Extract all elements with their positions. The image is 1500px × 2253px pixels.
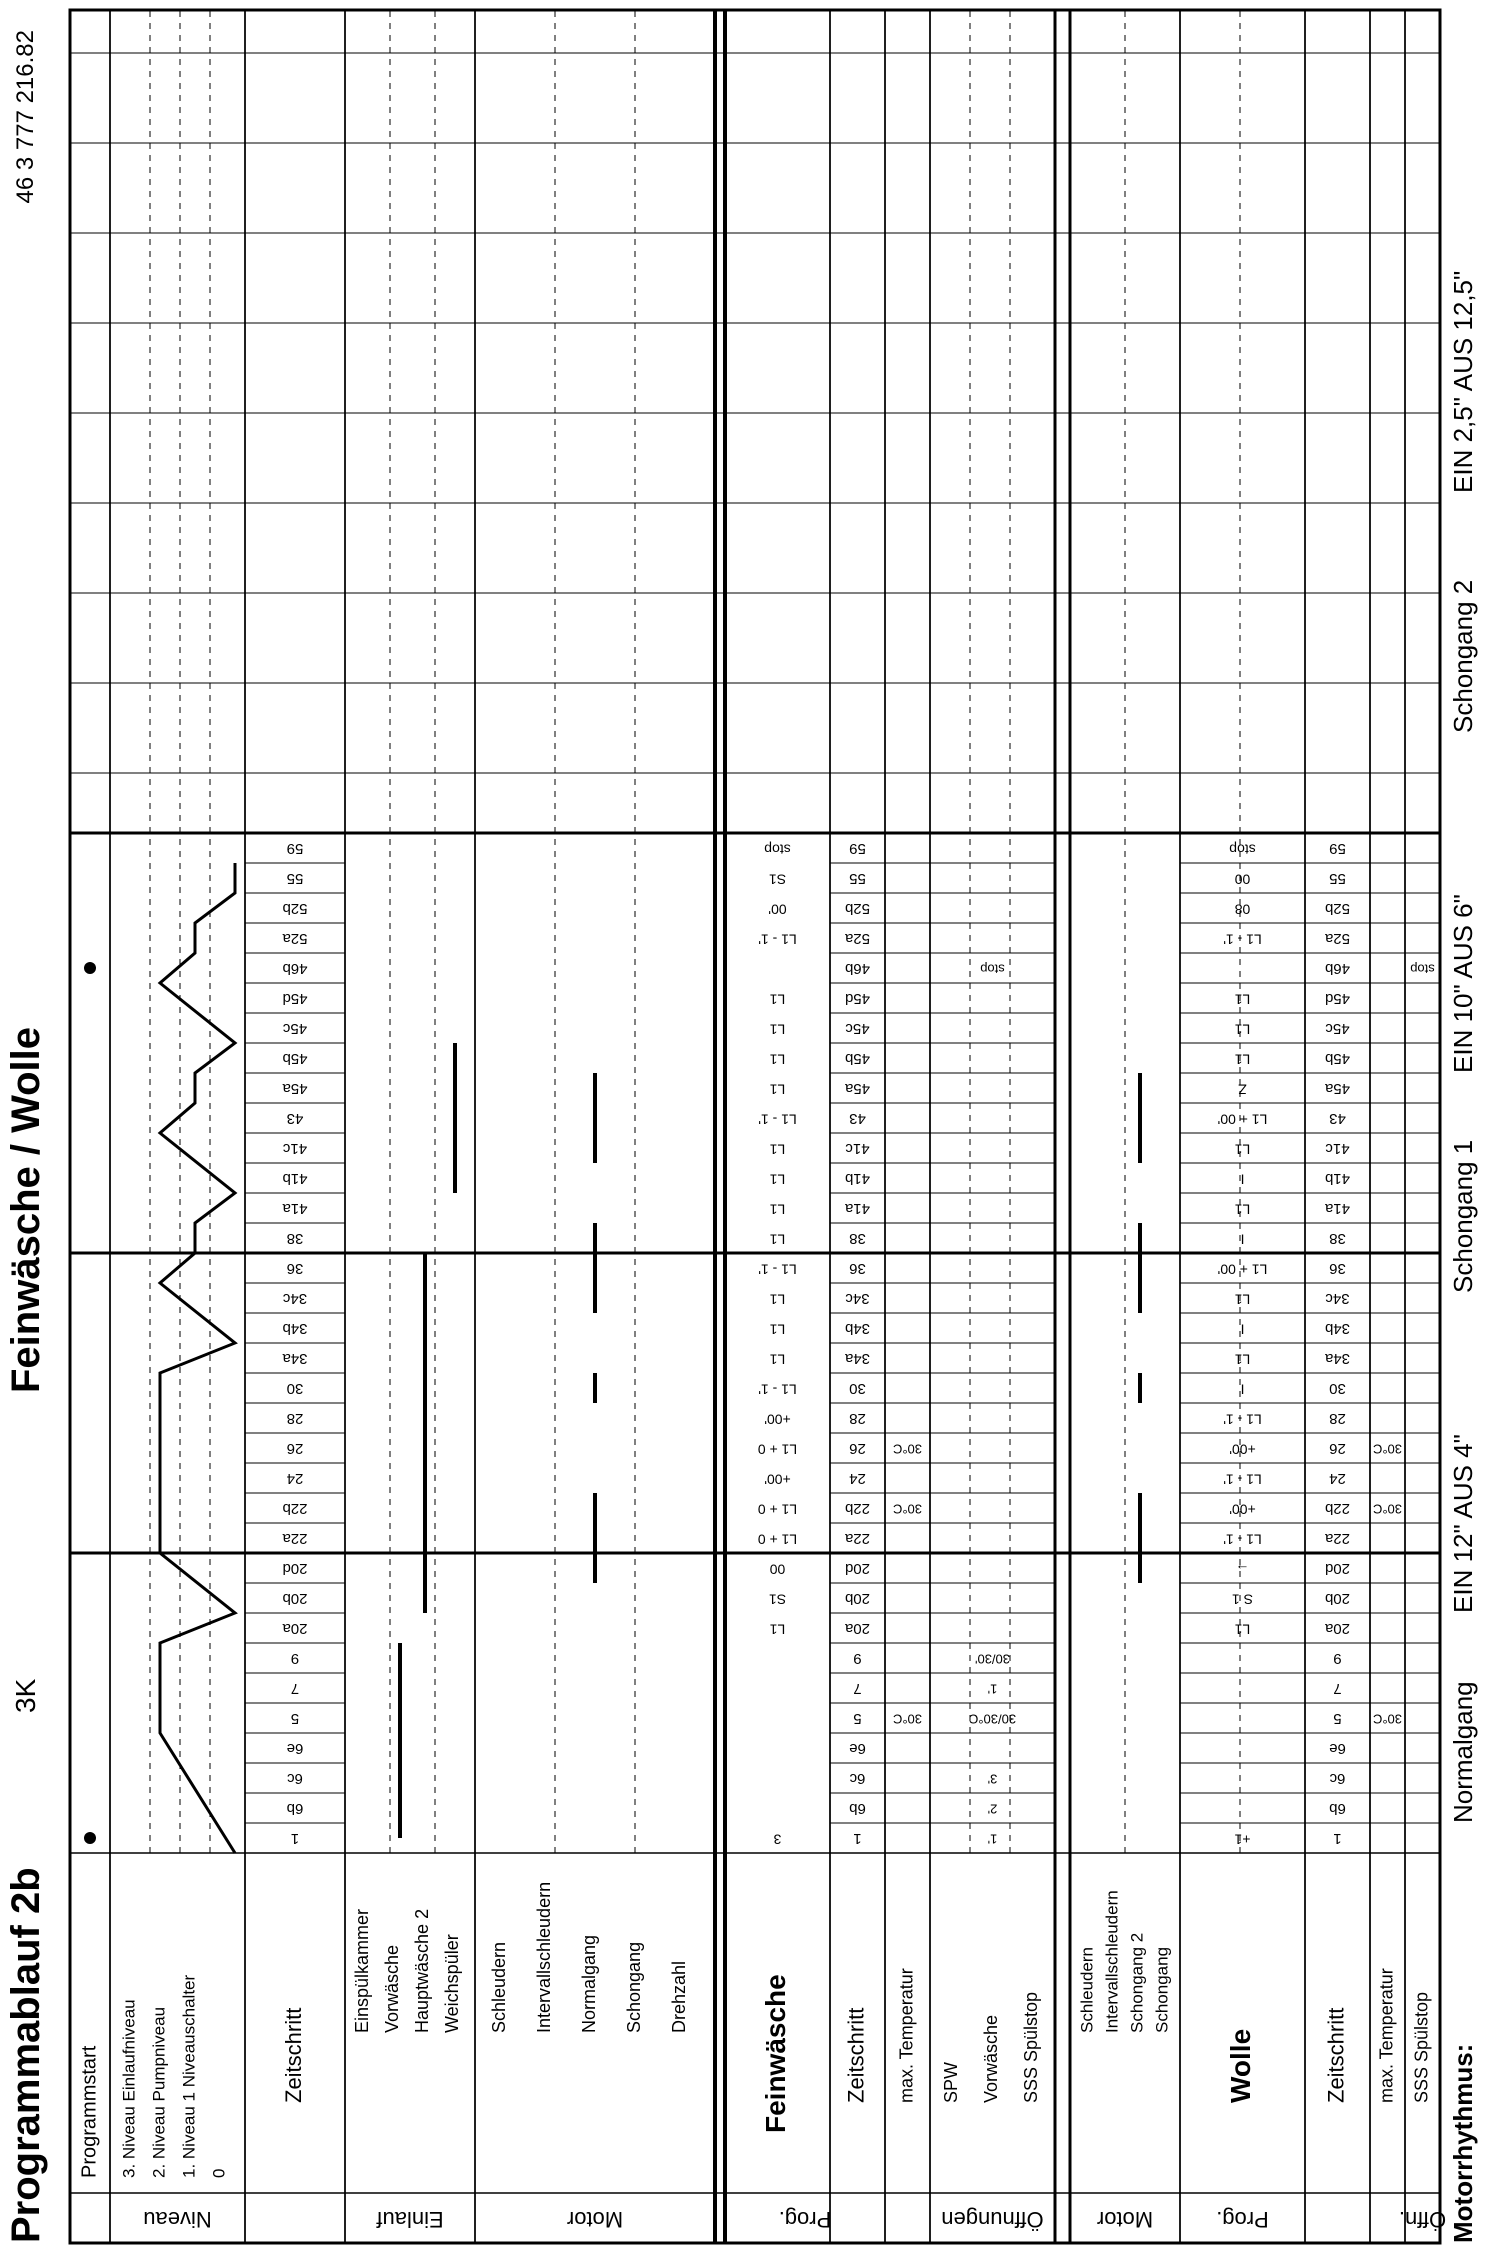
feinwaesche-prog-cell-11: L1 + 0 xyxy=(757,1501,798,1518)
row-label-oeffnungen-2: SSS Spülstop xyxy=(1020,1991,1041,2103)
feinwaesche-prog-cell-30: L1 - 1' xyxy=(758,931,797,948)
feinwaesche-temp-cell-11: 30°C xyxy=(892,1501,923,1517)
zeitschritt3-cell-33: 59 xyxy=(1329,840,1346,858)
wolle-prog-cell-22: I xyxy=(1240,1171,1245,1188)
row-label-niveau-0: 3. Niveau Einlaufniveau xyxy=(119,1999,139,2178)
zeitschritt2-cell-12: 24 xyxy=(849,1470,866,1488)
row-label-motor-wolle-1: Intervallschleudern xyxy=(1102,1890,1122,2033)
zeitschritt2-cell-14: 28 xyxy=(849,1410,866,1428)
row-label-programmstart: Programmstart xyxy=(78,2045,101,2178)
row-label-motor-wolle-3: Schongang xyxy=(1152,1946,1172,2033)
zeitschritt2-cell-23: 41c xyxy=(845,1140,870,1158)
zeitschritt3-cell-26: 45b xyxy=(1324,1050,1351,1068)
wolle-prog-cell-17: I xyxy=(1240,1321,1245,1338)
zeitschritt3-cell-13: 26 xyxy=(1329,1440,1346,1458)
zeitschritt-cell-14: 28 xyxy=(286,1410,304,1428)
feinwaesche-prog-cell-31: 00' xyxy=(768,901,787,918)
zeitschritt-cell-23: 41c xyxy=(282,1140,308,1158)
wolle-prog-cell-32: 00 xyxy=(1234,871,1251,888)
row-label-motor-wolle-2: Schongang 2 xyxy=(1127,1932,1147,2033)
zeitschritt3-cell-23: 41c xyxy=(1325,1140,1350,1158)
zeitschritt-cell-18: 34c xyxy=(282,1290,308,1308)
zeitschritt-cell-29: 46b xyxy=(282,960,308,978)
zeitschritt2-cell-3: 6e xyxy=(849,1740,866,1758)
row-label-zeitschritt: Zeitschritt xyxy=(280,2007,306,2103)
zeitschritt3-cell-6: 9 xyxy=(1333,1650,1342,1668)
zeitschritt2-cell-16: 34a xyxy=(844,1350,871,1368)
zeitschritt3-cell-14: 28 xyxy=(1329,1410,1346,1428)
row-label-motor-2: Normalgang xyxy=(578,1934,599,2033)
feinwaesche-prog-cell-0: 3 xyxy=(773,1831,782,1848)
zeitschritt3-cell-7: 20a xyxy=(1324,1620,1351,1638)
zeitschritt2-cell-15: 30 xyxy=(849,1380,866,1398)
zeitschritt-cell-10: 22a xyxy=(282,1530,308,1548)
row-label-motor-1: Intervallschleudern xyxy=(533,1881,554,2033)
zeitschritt2-cell-8: 20b xyxy=(844,1590,871,1608)
feinwaesche-prog-cell-9: 00 xyxy=(769,1561,786,1578)
zeitschritt3-cell-28: 45d xyxy=(1324,990,1351,1008)
footer-item-1: EIN 12" AUS 4" xyxy=(1448,1434,1478,1613)
wolle-temp-cell-13: 30°C xyxy=(1372,1441,1403,1457)
zeitschritt2-cell-13: 26 xyxy=(849,1440,866,1458)
row-label-einlauf-1: Vorwäsche xyxy=(381,1944,402,2033)
wolle-prog-cell-18: L1 xyxy=(1234,1291,1251,1308)
zeitschritt-cell-12: 24 xyxy=(286,1470,304,1488)
zeitschritt2-cell-33: 59 xyxy=(849,840,866,858)
zeitschritt2-cell-30: 52a xyxy=(844,930,871,948)
group-label-7: Öffn. xyxy=(1398,2207,1447,2233)
zeitschritt2-cell-17: 34b xyxy=(844,1320,871,1338)
zeitschritt3-cell-2: 6c xyxy=(1329,1770,1346,1788)
zeitschritt2-cell-28: 45d xyxy=(844,990,871,1008)
feinwaesche-prog-cell-33: stop xyxy=(764,841,791,858)
feinwaesche-prog-cell-19: L1 - 1' xyxy=(758,1261,797,1278)
row-label-max-temp: max. Temperatur xyxy=(896,1968,917,2103)
zeitschritt3-cell-9: 20d xyxy=(1324,1560,1351,1578)
row-label-niveau-1: 2. Niveau Pumpniveau xyxy=(149,2006,169,2178)
zeitschritt2-cell-19: 36 xyxy=(849,1260,866,1278)
zeitschritt2-cell-22: 41b xyxy=(844,1170,871,1188)
footer-item-4: Schongang 2 xyxy=(1448,579,1478,733)
wolle-prog-cell-27: L1 xyxy=(1234,1021,1251,1038)
zeitschritt-cell-6: 9 xyxy=(290,1650,300,1668)
zeitschritt3-cell-17: 34b xyxy=(1324,1320,1351,1338)
zeitschritt-cell-13: 26 xyxy=(286,1440,304,1458)
group-label-5: Motor xyxy=(1096,2207,1154,2233)
zeitschritt-cell-2: 6c xyxy=(287,1770,303,1788)
zeitschritt-cell-17: 34b xyxy=(282,1320,308,1338)
zeitschritt2-cell-26: 45b xyxy=(844,1050,871,1068)
zeitschritt3-cell-27: 45c xyxy=(1325,1020,1350,1038)
wolle-prog-cell-20: I xyxy=(1240,1231,1245,1248)
feinwaesche-prog-cell-8: S1 xyxy=(768,1591,787,1608)
row-label-einlauf-2: Hauptwäsche 2 xyxy=(411,1908,432,2033)
feinwaesche-temp-cell-13: 30°C xyxy=(892,1441,923,1457)
zeitschritt2-cell-32: 55 xyxy=(849,870,866,888)
oeffnungen-cell-1: 2' xyxy=(987,1801,998,1817)
feinwaesche-prog-cell-16: L1 xyxy=(769,1351,786,1368)
oeffnungen-cell-4: 30/30°C xyxy=(968,1711,1017,1727)
zeitschritt2-cell-1: 6b xyxy=(849,1800,866,1818)
feinwaesche-prog-cell-14: +00' xyxy=(764,1411,791,1428)
feinwaesche-prog-cell-20: L1 xyxy=(769,1231,786,1248)
zeitschritt-cell-11: 22b xyxy=(282,1500,308,1518)
wolle-temp-cell-11: 30°C xyxy=(1372,1501,1403,1517)
feinwaesche-prog-cell-22: L1 xyxy=(769,1171,786,1188)
wolle-prog-cell-24: L1 + 00' xyxy=(1217,1111,1268,1128)
feinwaesche-prog-cell-24: L1 - 1' xyxy=(758,1111,797,1128)
wolle-prog-cell-21: L1 xyxy=(1234,1201,1251,1218)
row-label-max-temp-2: max. Temperatur xyxy=(1376,1968,1397,2103)
wolle-prog-cell-7: L1 xyxy=(1234,1621,1251,1638)
document-code: 46 3 777 216.82 xyxy=(12,30,39,204)
program-flow-table xyxy=(70,0,1447,2253)
zeitschritt-cell-1: 6b xyxy=(286,1800,304,1818)
wolle-prog-cell-0: +1 xyxy=(1234,1831,1251,1848)
feinwaesche-prog-cell-26: L1 xyxy=(769,1051,786,1068)
footer-item-3: EIN 10" AUS 6" xyxy=(1448,894,1478,1073)
row-label-sss: SSS Spülstop xyxy=(1411,1991,1432,2103)
zeitschritt2-cell-4: 5 xyxy=(853,1710,862,1728)
oeffnungen-cell-6: 30/30' xyxy=(974,1651,1011,1667)
zeitschritt-cell-24: 43 xyxy=(286,1110,304,1128)
wolle-prog-cell-8: S 1 xyxy=(1231,1591,1254,1608)
zeitschritt3-cell-1: 6b xyxy=(1329,1800,1346,1818)
footer-item-0: Normalgang xyxy=(1448,1681,1478,1823)
zeitschritt2-cell-5: 7 xyxy=(853,1680,862,1698)
group-label-3: Prog. xyxy=(778,2207,832,2233)
zeitschritt3-cell-8: 20b xyxy=(1324,1590,1351,1608)
program-title: Feinwäsche / Wolle xyxy=(4,1026,48,1393)
wolle-prog-cell-13: +00' xyxy=(1229,1441,1256,1458)
feinwaesche-prog-cell-23: L1 xyxy=(769,1141,786,1158)
zeitschritt-cell-16: 34a xyxy=(282,1350,308,1368)
zeitschritt-cell-26: 45b xyxy=(282,1050,308,1068)
zeitschritt2-cell-20: 38 xyxy=(849,1230,866,1248)
zeitschritt-cell-8: 20b xyxy=(282,1590,308,1608)
zeitschritt2-cell-25: 45a xyxy=(844,1080,871,1098)
zeitschritt-cell-28: 45d xyxy=(282,990,308,1008)
wolle-prog-cell-19: L1 + 00' xyxy=(1217,1261,1268,1278)
zeitschritt2-cell-18: 34c xyxy=(845,1290,870,1308)
row-label-oeffnungen-1: Vorwäsche xyxy=(980,2014,1001,2103)
row-label-einlauf-0: Einspülkammer xyxy=(351,1908,372,2033)
zeitschritt2-cell-6: 9 xyxy=(853,1650,862,1668)
wolle-temp-cell-4: 30°C xyxy=(1372,1711,1403,1727)
zeitschritt3-cell-24: 43 xyxy=(1329,1110,1346,1128)
page-title: Programmablauf 2b xyxy=(4,1867,48,2243)
row-label-niveau-3: 0 xyxy=(209,2168,229,2178)
wolle-prog-cell-31: 08 xyxy=(1234,901,1251,918)
zeitschritt3-cell-18: 34c xyxy=(1325,1290,1350,1308)
row-label-zeitschritt-2: Zeitschritt xyxy=(843,2007,869,2103)
zeitschritt2-cell-10: 22a xyxy=(844,1530,871,1548)
wolle-prog-cell-25: Z xyxy=(1238,1081,1247,1098)
zeitschritt-cell-21: 41a xyxy=(282,1200,308,1218)
zeitschritt2-cell-0: 1 xyxy=(853,1830,862,1848)
zeitschritt2-cell-21: 41a xyxy=(844,1200,871,1218)
zeitschritt-cell-15: 30 xyxy=(286,1380,304,1398)
row-label-motor-3: Schongang xyxy=(623,1941,644,2033)
zeitschritt3-cell-30: 52a xyxy=(1324,930,1351,948)
zeitschritt3-cell-3: 6e xyxy=(1329,1740,1346,1758)
feinwaesche-prog-cell-32: S1 xyxy=(768,871,787,888)
row-label-einlauf-3: Weichspüler xyxy=(441,1934,462,2033)
zeitschritt3-cell-31: 52b xyxy=(1324,900,1351,918)
zeitschritt3-cell-4: 5 xyxy=(1333,1710,1342,1728)
niveau-curve xyxy=(160,863,235,1853)
group-label-1: Einlauf xyxy=(376,2207,444,2233)
feinwaesche-prog-cell-7: L1 xyxy=(769,1621,786,1638)
feinwaesche-temp-cell-4: 30°C xyxy=(892,1711,923,1727)
wolle-prog-cell-26: L1 xyxy=(1234,1051,1251,1068)
zeitschritt-cell-20: 38 xyxy=(286,1230,304,1248)
oeffnungen-cell-2: 3' xyxy=(987,1771,998,1787)
zeitschritt2-cell-7: 20a xyxy=(844,1620,871,1638)
sss-cell-29: stop xyxy=(1410,961,1435,977)
zeitschritt-cell-25: 45a xyxy=(282,1080,308,1098)
zeitschritt3-cell-25: 45a xyxy=(1324,1080,1351,1098)
wolle-prog-cell-23: L1 xyxy=(1234,1141,1251,1158)
oeffnungen-cell-29: stop xyxy=(980,961,1005,977)
zeitschritt-cell-30: 52a xyxy=(282,930,308,948)
feinwaesche-prog-cell-17: L1 xyxy=(769,1321,786,1338)
wolle-prog-cell-33: stop xyxy=(1229,841,1256,858)
zeitschritt-cell-19: 36 xyxy=(286,1260,304,1278)
wolle-prog-cell-9: → xyxy=(1235,1561,1250,1578)
feinwaesche-prog-cell-25: L1 xyxy=(769,1081,786,1098)
zeitschritt-cell-33: 59 xyxy=(286,840,304,858)
row-label-motor-4: Drehzahl xyxy=(668,1960,689,2033)
wolle-prog-cell-15: I xyxy=(1240,1381,1245,1398)
wolle-prog-cell-30: L1 - 1' xyxy=(1223,931,1262,948)
zeitschritt3-cell-29: 46b xyxy=(1324,960,1351,978)
feinwaesche-prog-cell-10: L1 + 0 xyxy=(757,1531,798,1548)
zeitschritt3-cell-19: 36 xyxy=(1329,1260,1346,1278)
zeitschritt2-cell-29: 46b xyxy=(844,960,871,978)
feinwaesche-prog-cell-12: +00' xyxy=(764,1471,791,1488)
zeitschritt3-cell-16: 34a xyxy=(1324,1350,1351,1368)
wolle-prog-cell-12: L1 - 1' xyxy=(1223,1471,1262,1488)
zeitschritt-cell-7: 20a xyxy=(282,1620,308,1638)
feinwaesche-prog-cell-15: L1 - 1' xyxy=(758,1381,797,1398)
row-label-zeitschritt-3: Zeitschritt xyxy=(1323,2007,1349,2103)
footer-label: Motorrhythmus: xyxy=(1448,2043,1478,2243)
zeitschritt-cell-31: 52b xyxy=(282,900,308,918)
row-label-oeffnungen-0: SPW xyxy=(940,2061,961,2103)
zeitschritt2-cell-27: 45c xyxy=(845,1020,870,1038)
feinwaesche-prog-cell-27: L1 xyxy=(769,1021,786,1038)
row-label-feinwaesche: Feinwäsche xyxy=(759,1974,791,2133)
zeitschritt3-cell-21: 41a xyxy=(1324,1200,1351,1218)
wolle-prog-cell-10: L1 - 1' xyxy=(1223,1531,1262,1548)
programmstart-dot-start xyxy=(84,1832,96,1844)
zeitschritt3-cell-11: 22b xyxy=(1324,1500,1351,1518)
zeitschritt3-cell-10: 22a xyxy=(1324,1530,1351,1548)
zeitschritt3-cell-12: 24 xyxy=(1329,1470,1346,1488)
row-label-niveau-2: 1. Niveau 1 Niveauschalter xyxy=(179,1974,199,2178)
zeitschritt2-cell-2: 6c xyxy=(849,1770,866,1788)
zeitschritt3-cell-0: 1 xyxy=(1333,1830,1342,1848)
zeitschritt2-cell-11: 22b xyxy=(844,1500,871,1518)
zeitschritt2-cell-9: 20d xyxy=(844,1560,871,1578)
zeitschritt-cell-5: 7 xyxy=(290,1680,300,1698)
oeffnungen-cell-0: 1' xyxy=(987,1831,998,1847)
oeffnungen-cell-5: 1' xyxy=(987,1681,998,1697)
zeitschritt3-cell-15: 30 xyxy=(1329,1380,1346,1398)
group-label-6: Prog. xyxy=(1216,2207,1269,2233)
feinwaesche-prog-cell-28: L1 xyxy=(769,991,786,1008)
position-label: 3K xyxy=(10,1678,41,1713)
zeitschritt-cell-22: 41b xyxy=(282,1170,308,1188)
zeitschritt3-cell-32: 55 xyxy=(1329,870,1346,888)
footer-item-5: EIN 2,5" AUS 12,5" xyxy=(1448,270,1478,493)
zeitschritt-cell-3: 6e xyxy=(286,1740,304,1758)
programmstart-dot-end xyxy=(84,962,96,974)
wolle-prog-cell-14: L1 - 1' xyxy=(1223,1411,1262,1428)
feinwaesche-prog-cell-13: L1 + 0 xyxy=(757,1441,798,1458)
zeitschritt-cell-9: 20d xyxy=(282,1560,308,1578)
wolle-prog-cell-28: L1 xyxy=(1234,991,1251,1008)
zeitschritt-cell-0: 1 xyxy=(290,1830,300,1848)
group-label-2: Motor xyxy=(566,2207,624,2233)
zeitschritt-cell-27: 45c xyxy=(282,1020,308,1038)
group-label-0: Niveau xyxy=(143,2207,212,2233)
group-label-4: Öffnungen xyxy=(941,2207,1044,2233)
wolle-prog-cell-11: +00' xyxy=(1229,1501,1256,1518)
feinwaesche-prog-cell-18: L1 xyxy=(769,1291,786,1308)
zeitschritt2-cell-31: 52b xyxy=(844,900,871,918)
zeitschritt2-cell-24: 43 xyxy=(849,1110,866,1128)
zeitschritt3-cell-22: 41b xyxy=(1324,1170,1351,1188)
zeitschritt-cell-4: 5 xyxy=(290,1710,300,1728)
footer-item-2: Schongang 1 xyxy=(1448,1139,1478,1293)
wolle-prog-cell-16: L1 xyxy=(1234,1351,1251,1368)
feinwaesche-prog-cell-21: L1 xyxy=(769,1201,786,1218)
row-label-motor-wolle-0: Schleudern xyxy=(1077,1946,1097,2033)
row-label-wolle: Wolle xyxy=(1224,2028,1256,2103)
row-label-motor-0: Schleudern xyxy=(488,1941,509,2033)
zeitschritt3-cell-20: 38 xyxy=(1329,1230,1346,1248)
zeitschritt-cell-32: 55 xyxy=(286,870,304,888)
zeitschritt3-cell-5: 7 xyxy=(1333,1680,1342,1698)
